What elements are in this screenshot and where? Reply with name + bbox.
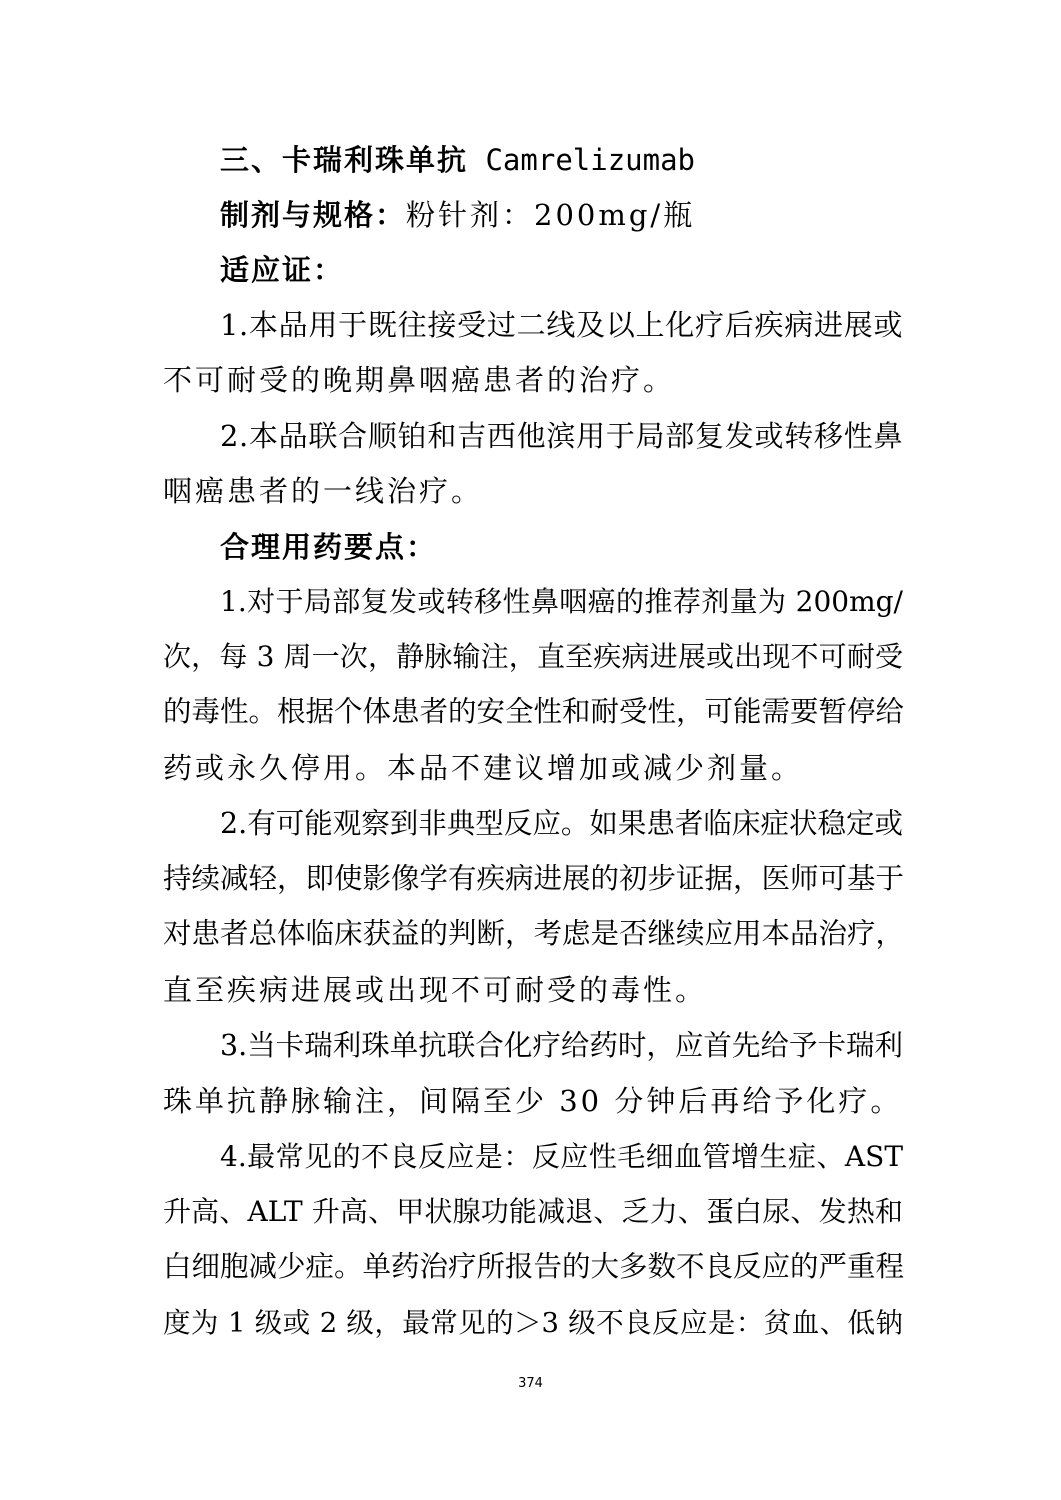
- indication-1-line-1: 1.本品用于既往接受过二线及以上化疗后疾病进展或: [220, 308, 903, 342]
- section-heading: [220, 140, 903, 180]
- indication-2-line-2: 咽癌患者的一线治疗。: [163, 474, 484, 508]
- point-1-line-3: 的毒性。根据个体患者的安全性和耐受性，可能需要暂停给: [163, 695, 905, 728]
- indication-1-line-2: 不可耐受的晚期鼻咽癌患者的治疗。: [163, 363, 676, 397]
- key-points-label: 合理用药要点：: [220, 530, 438, 564]
- point-4-line-1: 4.最常见的不良反应是：反应性毛细血管增生症、AST: [220, 1140, 903, 1173]
- page-number: 374: [518, 1376, 543, 1391]
- point-2-line-1: 2.有可能观察到非典型反应。如果患者临床症状稳定或: [220, 807, 903, 840]
- formulation-line: [220, 195, 903, 235]
- point-1-line-4: 药或永久停用。本品不建议增加或减少剂量。: [163, 751, 804, 785]
- heading-latin: Camrelizumab: [468, 143, 695, 177]
- indication-2-line-1: 2.本品联合顺铂和吉西他滨用于局部复发或转移性鼻: [220, 419, 903, 453]
- point-3-line-1: 3.当卡瑞利珠单抗联合化疗给药时，应首先给予卡瑞利: [220, 1029, 903, 1062]
- point-2-line-4: 直至疾病进展或出现不可耐受的毒性。: [163, 973, 708, 1007]
- formulation-value: 粉针剂：200mg/瓶: [406, 198, 696, 232]
- point-4-line-2: 升高、ALT 升高、甲状腺功能减退、乏力、蛋白尿、发热和: [163, 1195, 903, 1228]
- point-1-line-2: 次，每 3 周一次，静脉输注，直至疾病进展或出现不可耐受: [163, 640, 903, 673]
- point-4-line-3: 白细胞减少症。单药治疗所报告的大多数不良反应的严重程: [163, 1250, 905, 1283]
- point-4-line-4: 度为 1 级或 2 级，最常见的＞3 级不良反应是：贫血、低钠: [163, 1307, 903, 1339]
- indications-label: 适应证：: [220, 253, 345, 287]
- point-2-line-2: 持续减轻，即使影像学有疾病进展的初步证据，医师可基于: [163, 862, 905, 895]
- heading-chinese: 三、卡瑞利珠单抗: [220, 143, 469, 177]
- point-1-line-1: 1.对于局部复发或转移性鼻咽癌的推荐剂量为 200mg/: [220, 585, 903, 618]
- point-3-line-2: 珠单抗静脉输注，间隔至少 30 分钟后再给予化疗。: [163, 1084, 903, 1118]
- point-2-line-3: 对患者总体临床获益的判断，考虑是否继续应用本品治疗，: [163, 917, 905, 950]
- formulation-label: 制剂与规格：: [220, 198, 407, 232]
